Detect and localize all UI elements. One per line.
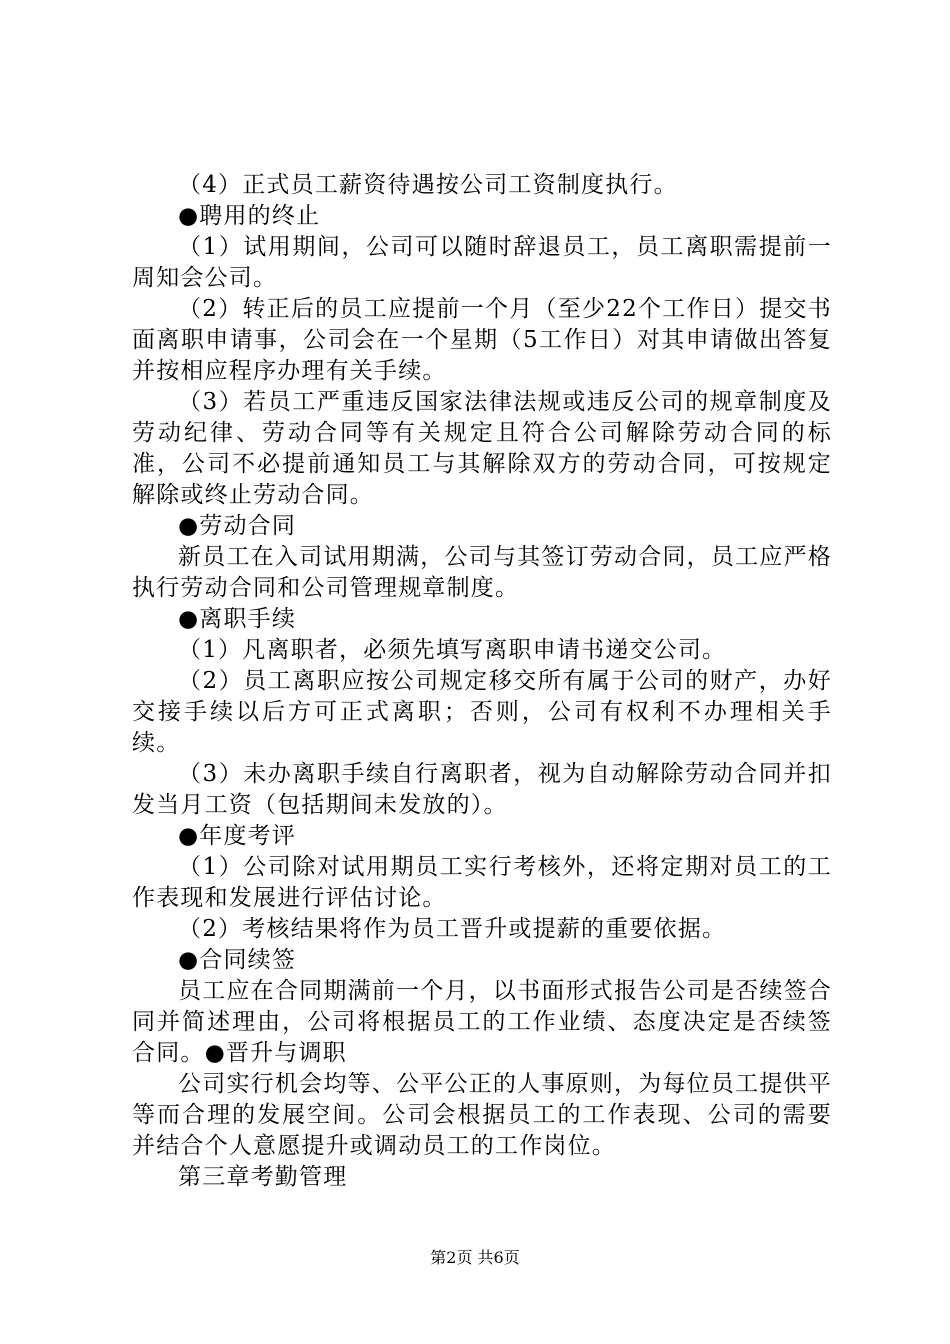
paragraph-resignation-1: （1）凡离职者，必须先填写离职申请书递交公司。	[178, 637, 727, 663]
paragraph-annual-review-2: （2）考核结果将作为员工晋升或提薪的重要依据。	[178, 916, 727, 942]
chapter-heading-attendance: 第三章考勤管理	[178, 1164, 348, 1190]
section-heading-resignation: ●离职手续	[178, 606, 297, 632]
paragraph-annual-review-1: （1）公司除对试用期员工实行考核外，还将定期对员工的工作表现和发展进行评估讨论。	[132, 854, 832, 911]
paragraph-resignation-2: （2）员工离职应按公司规定移交所有属于公司的财产，办好交接手续以后方可正式离职；否则，公司有权利不办理相关手续。	[132, 668, 832, 756]
page-number-footer: 第2页 共6页	[430, 1248, 520, 1267]
section-heading-labor-contract: ●劳动合同	[178, 513, 297, 539]
paragraph-termination-3: （3）若员工严重违反国家法律法规或违反公司的规章制度及劳动纪律、劳动合同等有关规定且符合公司解除劳动合同的标准，公司不必提前通知员工与其解除双方的劳动合同，可按规定解除或终止劳动合同。	[132, 389, 832, 508]
paragraph-contract-renewal: 员工应在合同期满前一个月，以书面形式报告公司是否续签合同并简述理由，公司将根据员工的工作业绩、态度决定是否续签合同。●晋升与调职	[132, 978, 832, 1066]
section-heading-contract-renewal: ●合同续签	[178, 947, 297, 973]
paragraph-labor-contract: 新员工在入司试用期满，公司与其签订劳动合同，员工应严格执行劳动合同和公司管理规章制度。	[132, 544, 832, 601]
paragraph-resignation-3: （3）未办离职手续自行离职者，视为自动解除劳动合同并扣发当月工资（包括期间未发放的）。	[132, 761, 832, 818]
paragraph-promotion-transfer: 公司实行机会均等、公平公正的人事原则，为每位员工提供平等而合理的发展空间。公司会根据员工的工作表现、公司的需要并结合个人意愿提升或调动员工的工作岗位。	[132, 1071, 832, 1159]
paragraph-termination-2: （2）转正后的员工应提前一个月（至少22个工作日）提交书面离职申请事，公司会在一个星期（5工作日）对其申请做出答复并按相应程序办理有关手续。	[132, 296, 832, 384]
section-heading-termination: ●聘用的终止	[178, 203, 321, 229]
paragraph-salary-4: （4）正式员工薪资待遇按公司工资制度执行。	[178, 172, 678, 198]
section-heading-annual-review: ●年度考评	[178, 823, 297, 849]
document-body	[132, 170, 832, 1193]
paragraph-termination-1: （1）试用期间，公司可以随时辞退员工，员工离职需提前一周知会公司。	[132, 234, 832, 291]
